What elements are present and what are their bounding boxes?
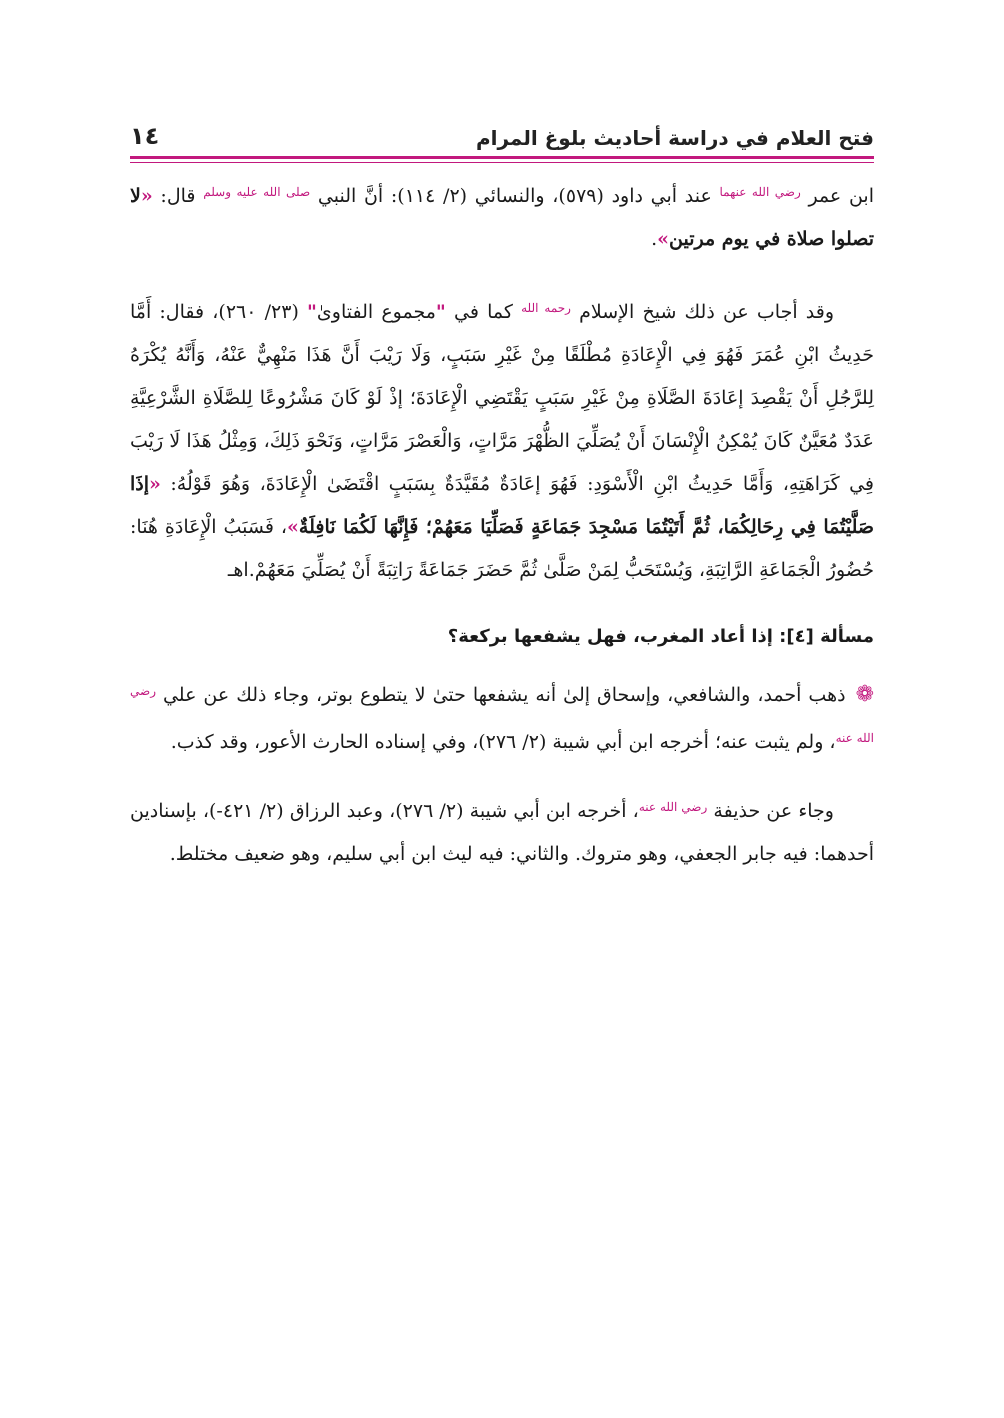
text-run: وقد أجاب عن ذلك شيخ الإسلام (570, 301, 835, 323)
text-run: ، فَسَبَبُ الْإِعَادَةِ هُنَا: حُضُورُ الْجَمَاعَةِ الرَّاتِبَةِ، وَيُسْتَحَبُّ لِمَنْ صَلَّىٰ ثُمَّ حَضَرَ جَمَاعَةً رَاتِبَةً أَنْ يُصَلِّيَ مَعَهُمْ.اهـ (130, 516, 874, 581)
honorific-glyph: رضي الله عنه (130, 684, 874, 745)
header-rule-thin (130, 162, 874, 163)
section-heading: مسألة [٤]: إذا أعاد المغرب، فهل يشفعها بركعة؟ (447, 626, 874, 647)
page-number: ١٤ (130, 122, 160, 150)
honorific-glyph: رضي الله عنهما (719, 185, 801, 199)
text-run: كما في (445, 301, 522, 323)
paragraph-hudhayfa (130, 786, 874, 876)
quote-open: « (140, 185, 153, 207)
paragraph-ibn-taymiyya (130, 287, 874, 592)
source-title: مجموع الفتاوىٰ (316, 301, 436, 323)
running-header (130, 112, 874, 152)
text-run: ، أخرجه ابن أبي شيبة (٢/ ٢٧٦)، وعبد الرزاق (٢/ ٤٢١-)، بإسنادين أحدهما: فيه جابر الجعفي، وهو متروك. والثاني: فيه ليث ابن أبي سليم، وهو ضعيف مختلط. (130, 800, 874, 865)
quote-close: » (287, 516, 299, 538)
page-content (130, 112, 874, 876)
honorific-glyph: صلى الله عليه وسلم (203, 185, 311, 199)
quote-close: " (307, 301, 317, 323)
text-run: (٢٣/ ٢٦٠)، فقال: أَمَّا حَدِيثُ ابْنِ عُمَرَ فَهُوَ فِي الْإِعَادَةِ مُطْلَقًا مِنْ غَيْرِ سَبَبٍ، وَلَا رَيْبَ أَنَّ هَذَا مَنْهِيٌّ عَنْهُ، وَأَنَّهُ يُكْرَهُ لِلرَّجُلِ أَنْ يَقْصِدَ إعَادَةَ الصَّلَاةِ مِنْ غَيْرِ سَبَبٍ يَقْتَضِي الْإِعَادَةَ؛ إذْ لَوْ كَانَ مَشْرُوعًا لِلصَّلَاةِ الشَّرْعِيَّةِ عَدَدٌ مُعَيَّنٌ كَانَ يُمْكِنُ الْإِنْسَانَ أَنْ يُصَلِّيَ الظُّهْرَ مَرَّاتٍ، وَالْعَصْرَ مَرَّاتٍ، وَنَحْوَ ذَلِكَ، وَمِثْلُ هَذَا لَا رَيْبَ فِي كَرَاهَتِهِ، وَأَمَّا حَدِيثُ ابْنِ الْأَسْوَدِ: فَهُوَ إعَادَةٌ مُقَيَّدَةٌ بِسَبَبٍ اقْتَضَىٰ الْإِعَادَةَ، وَهُوَ قَوْلُهُ: (130, 301, 874, 495)
quote-open: " (435, 301, 446, 323)
header-rule-thick (130, 156, 874, 159)
text-run: عند أبي داود (٥٧٩)، والنسائي (٢/ ١١٤): أنَّ النبي (310, 185, 720, 207)
text-run: ذهب أحمد، والشافعي، وإسحاق إلىٰ أنه يشفعها حتىٰ لا يتطوع بوتر، وجاء ذلك عن علي (156, 684, 846, 706)
quote-close: » (657, 228, 670, 250)
text-run: . (651, 228, 658, 250)
text-run: وجاء عن حذيفة (707, 800, 834, 822)
honorific-glyph: رضي الله عنه (638, 800, 708, 814)
text-run: ابن عمر (800, 185, 874, 207)
honorific-glyph: رحمه الله (521, 301, 571, 315)
text-run: قال: (152, 185, 204, 207)
quote-open: « (149, 473, 161, 495)
flower-ornament-icon: ❁ (855, 682, 874, 707)
book-title: فتح العلام في دراسة أحاديث بلوغ المرام (475, 126, 874, 150)
hadith-quote: لا تصلوا صلاة في يوم مرتين (130, 185, 874, 250)
hadith-quote: إذَا صَلَّيْتُمَا فِي رِحَالِكُمَا، ثُمَّ أَتَيْتُمَا مَسْجِدَ جَمَاعَةٍ فَصَلِّيَا مَعَهُمْ؛ فَإِنَّهَا لَكُمَا نَافِلَةٌ (130, 473, 874, 538)
paragraph-continuation (130, 171, 874, 261)
text-run: ، ولم يثبت عنه؛ أخرجه ابن أبي شيبة (٢/ ٢٧٦)، وفي إسناده الحارث الأعور، وقد كذب. (170, 731, 836, 753)
paragraph-opinions (130, 670, 874, 764)
